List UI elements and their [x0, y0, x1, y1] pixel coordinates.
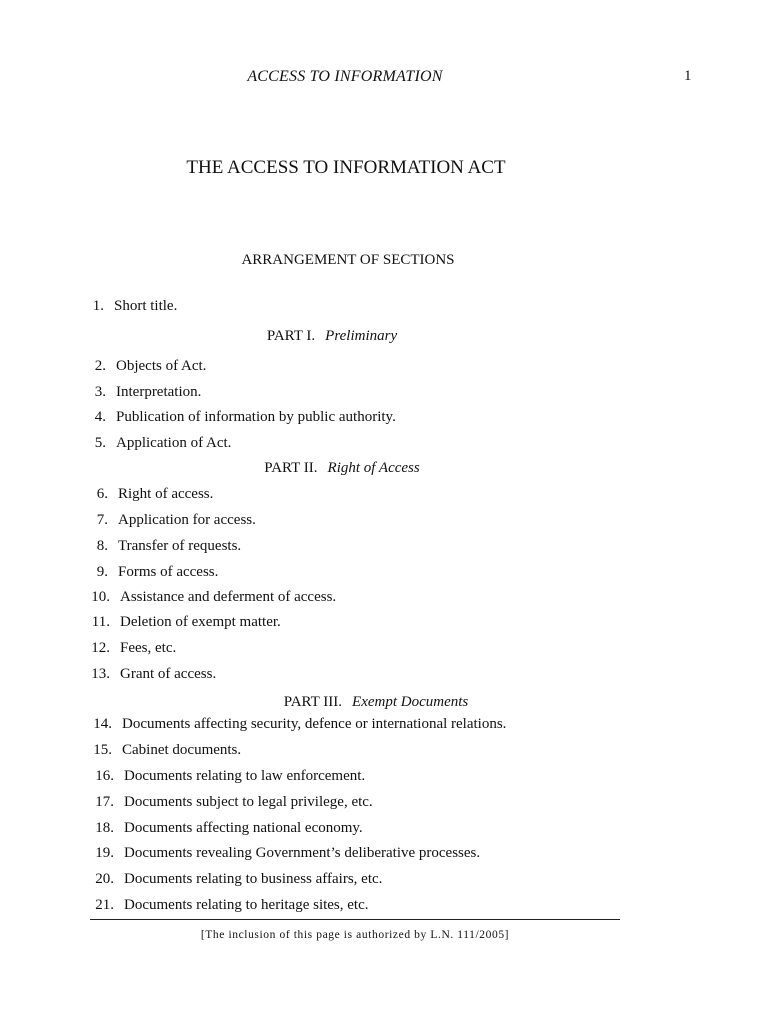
section-number: 4.	[94, 409, 106, 425]
section-title: Transfer of requests.	[118, 538, 242, 554]
part-label: PART III.	[283, 694, 343, 710]
section-item	[78, 512, 256, 529]
section-title: Fees, etc.	[120, 640, 177, 656]
running-head: ACCESS TO INFORMATION	[247, 68, 443, 85]
section-number: 20.	[95, 871, 114, 887]
section-title: Cabinet documents.	[122, 742, 242, 758]
section-title: Publication of information by public authority.	[116, 409, 396, 425]
section-item	[84, 871, 382, 888]
section-title: Documents affecting national economy.	[124, 820, 363, 836]
part-label: PART II.	[264, 460, 318, 476]
section-number: 15.	[93, 742, 112, 758]
section-item	[84, 897, 369, 914]
act-title: THE ACCESS TO INFORMATION ACT	[186, 157, 506, 178]
part-subtitle: Exempt Documents	[352, 694, 469, 710]
footer-rule	[90, 919, 620, 920]
section-title: Grant of access.	[120, 666, 217, 682]
section-number: 8.	[96, 538, 108, 554]
section-title: Forms of access.	[118, 564, 219, 580]
footer-note: [The inclusion of this page is authorized by L.N. 111/2005]	[200, 929, 510, 941]
part-heading	[0, 328, 664, 345]
part-heading	[10, 460, 674, 477]
section-title: Documents relating to heritage sites, etc.	[124, 897, 369, 913]
section-number: 12.	[91, 640, 110, 656]
arrangement-title: ARRANGEMENT OF SECTIONS	[241, 252, 455, 268]
section-number: 1.	[92, 298, 104, 314]
section-number: 16.	[95, 768, 114, 784]
section-item	[80, 614, 281, 631]
section-number: 14.	[93, 716, 112, 732]
section-item	[80, 589, 336, 606]
section-title: Assistance and deferment of access.	[120, 589, 337, 605]
section-title: Deletion of exempt matter.	[120, 614, 281, 630]
section-title: Documents affecting security, defence or international relations.	[122, 716, 507, 732]
section-item	[84, 820, 363, 837]
section-number: 7.	[96, 512, 108, 528]
section-item	[84, 768, 365, 785]
section-title: Documents subject to legal privilege, etc.	[124, 794, 373, 810]
section-number: 9.	[96, 564, 108, 580]
section-item	[78, 486, 213, 503]
section-item	[78, 564, 218, 581]
section-title: Right of access.	[118, 486, 214, 502]
section-number: 19.	[95, 845, 114, 861]
section-title: Application for access.	[118, 512, 256, 528]
section-number: 6.	[96, 486, 108, 502]
section-item	[80, 640, 176, 657]
section-number: 21.	[95, 897, 114, 913]
part-heading	[44, 694, 708, 711]
section-title: Documents revealing Government’s deliberative processes.	[124, 845, 481, 861]
section-number: 10.	[91, 589, 110, 605]
section-item	[76, 435, 231, 452]
section-item	[80, 666, 216, 683]
section-number: 18.	[95, 820, 114, 836]
section-title: Documents relating to law enforcement.	[124, 768, 366, 784]
section-title: Interpretation.	[116, 384, 202, 400]
part-subtitle: Preliminary	[325, 328, 398, 344]
section-item	[78, 538, 241, 555]
section-number: 17.	[95, 794, 114, 810]
section-number: 2.	[94, 358, 106, 374]
part-subtitle: Right of Access	[327, 460, 420, 476]
section-number: 3.	[94, 384, 106, 400]
section-title: Documents relating to business affairs, etc.	[124, 871, 383, 887]
section-title: Short title.	[114, 298, 178, 314]
section-item	[82, 742, 241, 759]
part-label: PART I.	[266, 328, 316, 344]
section-title: Objects of Act.	[116, 358, 207, 374]
section-number: 11.	[91, 614, 110, 630]
section-item	[76, 384, 201, 401]
section-item	[84, 794, 373, 811]
page-number: 1	[684, 68, 692, 84]
section-item	[74, 298, 177, 315]
section-number: 5.	[94, 435, 106, 451]
section-item	[76, 358, 206, 375]
section-item	[76, 409, 396, 426]
section-item	[82, 716, 506, 733]
section-title: Application of Act.	[116, 435, 232, 451]
section-item	[84, 845, 480, 862]
section-number: 13.	[91, 666, 110, 682]
